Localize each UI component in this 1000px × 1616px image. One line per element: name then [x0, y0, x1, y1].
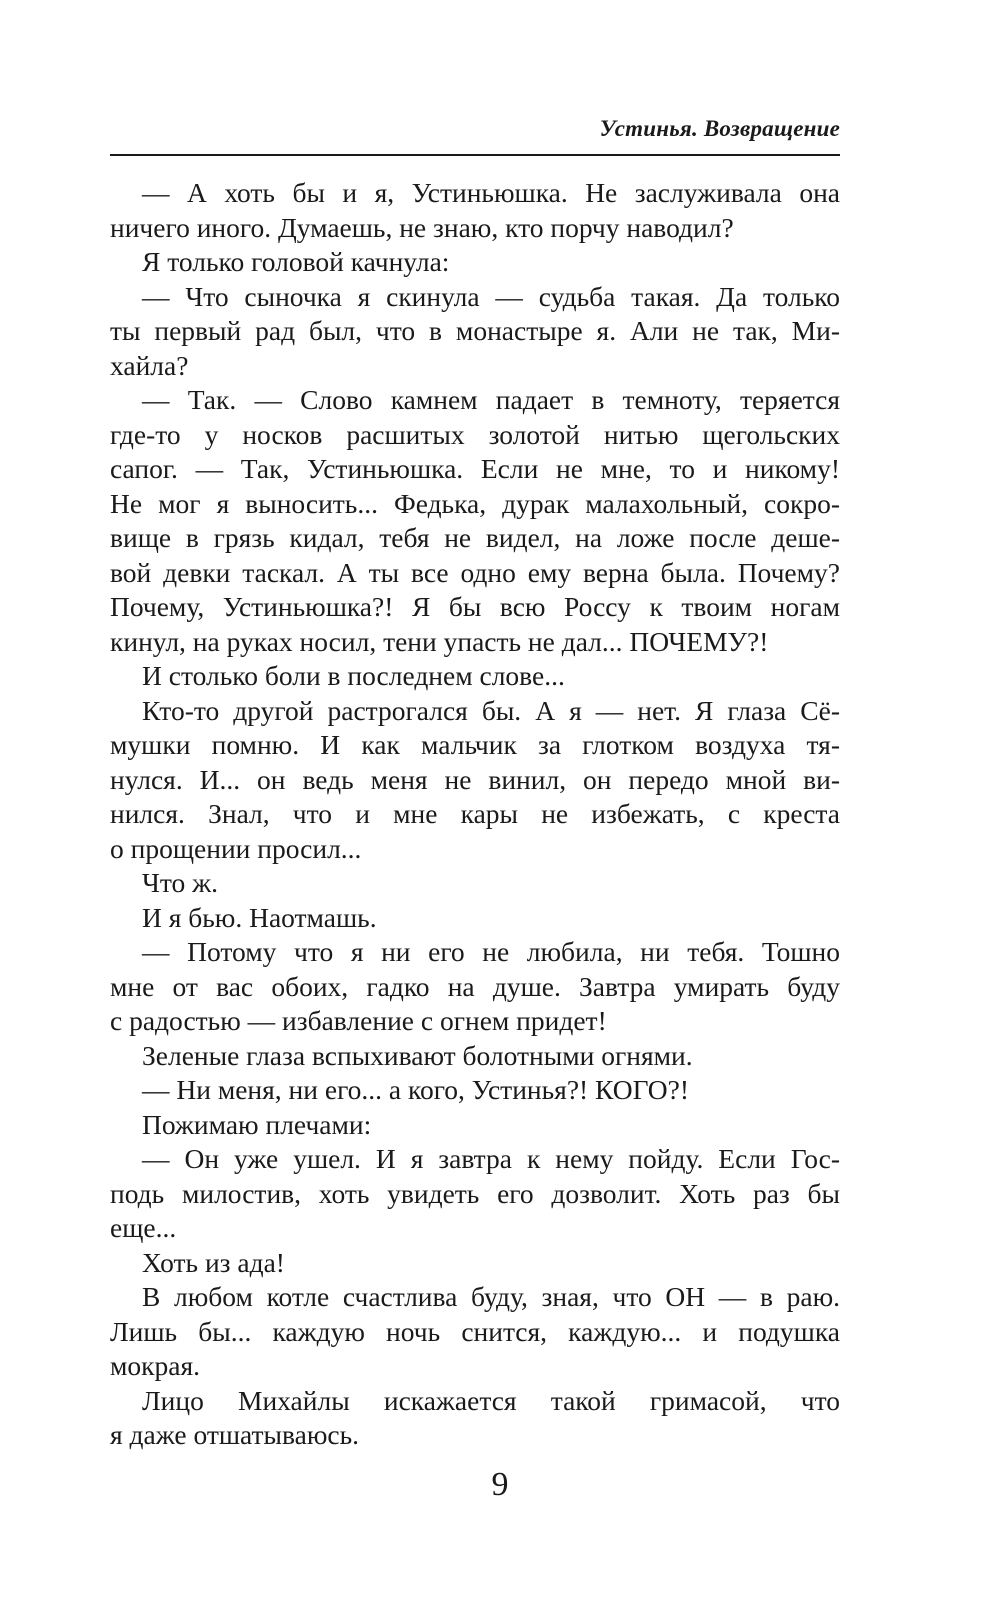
text-line: с радостью — избавление с огнем придет! — [110, 1005, 607, 1036]
text-line: о прощении просил... — [110, 832, 362, 864]
text-line: Зеленые глаза вспыхивают болотными огнями. — [142, 1039, 693, 1071]
text-line: нулся. И... он ведь меня не винил, он передо мной ви- — [110, 763, 840, 795]
text-line: Лишь бы... каждую ночь снится, каждую... и подушка — [110, 1315, 840, 1347]
page-body-text — [110, 176, 840, 1453]
text-line: Пожимаю плечами: — [142, 1108, 372, 1140]
text-line: сапог. — Так, Устиньюшка. Если не мне, то и никому! — [110, 453, 840, 484]
text-line: — А хоть бы и я, Устиньюшка. Не заслуживала она — [142, 177, 840, 208]
text-line: В любом котле счастлива буду, зная, что ОН — в раю. — [142, 1281, 840, 1312]
text-line: хайла? — [110, 349, 189, 381]
text-line: вище в грязь кидал, тебя не видел, на ложе после деше- — [110, 522, 840, 553]
text-line: Кто-то другой растрогался бы. А я — нет. Я глаза Сё- — [142, 694, 840, 726]
text-line: Я только головой качнула: — [142, 246, 450, 277]
text-line: нился. Знал, что и мне кары не избежать, с креста — [110, 798, 840, 829]
text-line: — Так. — Слово камнем падает в темноту, теряется — [142, 384, 840, 415]
text-line: Не мог я выносить... Федька, дурак малахольный, сокро- — [110, 487, 840, 519]
text-line: подь милостив, хоть увидеть его дозволит. Хоть раз бы — [110, 1177, 840, 1209]
text-line: мне от вас обоих, гадко на душе. Завтра умирать буду — [110, 970, 840, 1002]
page-number: 9 — [491, 1466, 509, 1503]
text-line: ты первый рад был, что в монастыре я. Али не так, Ми- — [110, 315, 840, 346]
text-line: мокрая. — [110, 1350, 200, 1381]
text-line: И столько боли в последнем слове... — [142, 660, 565, 691]
running-header-title: Устинья. Возвращение — [599, 116, 840, 141]
text-line: кинул, на руках носил, тени упасть не дал... ПОЧЕМУ?! — [110, 625, 769, 657]
text-line: Почему, Устиньюшка?! Я бы всю Россу к твоим ногам — [110, 591, 840, 622]
text-line: Лицо Михайлы искажается такой гримасой, что — [142, 1384, 840, 1416]
text-line: Хоть из ада! — [142, 1246, 285, 1278]
text-line: И я бью. Наотмашь. — [142, 901, 377, 933]
text-line: — Ни меня, ни его... а кого, Устинья?! КОГО?! — [142, 1074, 690, 1105]
text-line: — Что сыночка я скинула — судьба такая. Да только — [142, 280, 840, 312]
text-line: — Потому что я ни его не любила, ни тебя. Тошно — [142, 936, 840, 967]
text-line: вой девки таскал. А ты все одно ему верна была. Почему? — [110, 556, 840, 588]
running-header — [110, 112, 840, 156]
text-line: мушки помню. И как мальчик за глотком воздуха тя- — [110, 729, 840, 760]
text-line: где-то у носков расшитых золотой нитью щегольских — [110, 418, 840, 450]
text-line: — Он уже ушел. И я завтра к нему пойду. Если Гос- — [142, 1143, 840, 1174]
text-line: я даже отшатываюсь. — [110, 1419, 360, 1450]
text-line: еще... — [110, 1212, 177, 1243]
text-line: Что ж. — [142, 867, 219, 898]
text-line: ничего иного. Думаешь, не знаю, кто порчу наводил? — [110, 211, 734, 243]
